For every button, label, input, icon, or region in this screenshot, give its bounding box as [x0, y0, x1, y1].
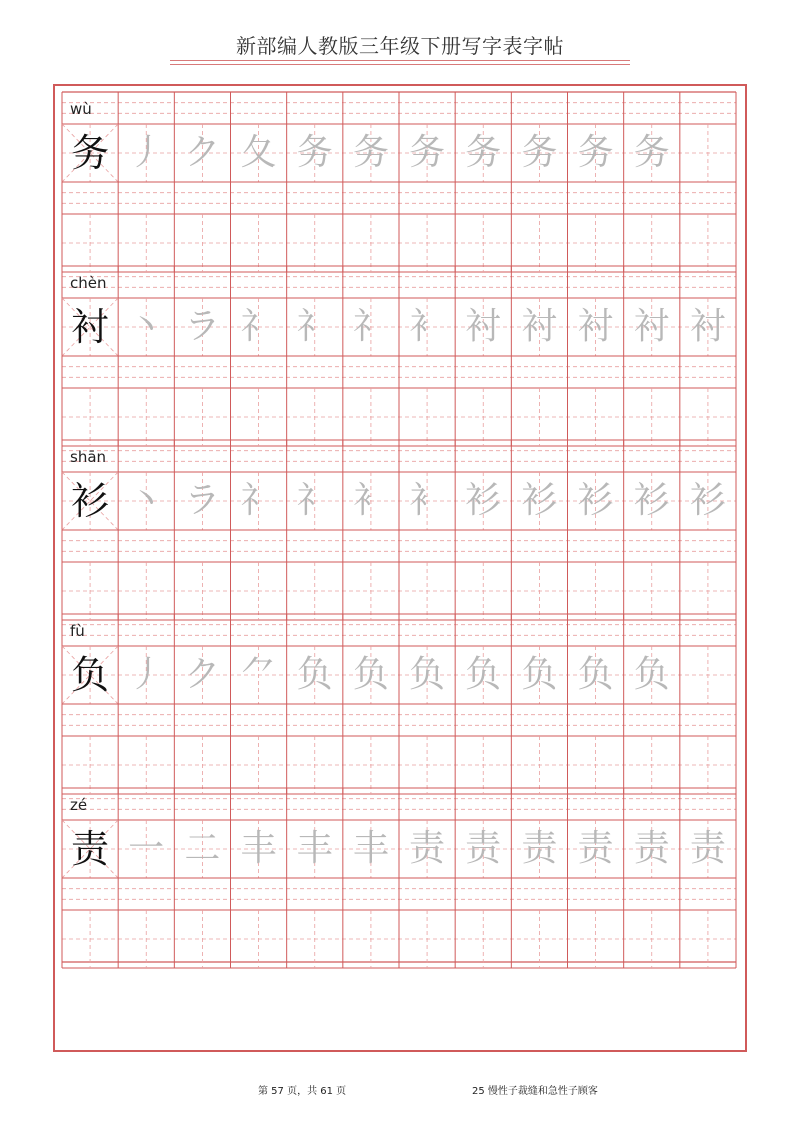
stroke-step: 丶 — [128, 480, 165, 521]
model-character: 衬 — [70, 305, 109, 349]
stroke-step: 衤 — [352, 480, 389, 521]
stroke-step: 一 — [128, 828, 165, 869]
stroke-step: 衬 — [633, 306, 670, 347]
stroke-step: 务 — [408, 132, 445, 173]
stroke-step: ク — [184, 132, 221, 173]
stroke-step: 丰 — [240, 828, 277, 869]
stroke-step: ク — [184, 654, 221, 695]
stroke-step: 礻 — [296, 480, 333, 521]
lesson-title: 25 慢性子裁缝和急性子顾客 — [472, 1086, 598, 1097]
pinyin-label: shān — [70, 448, 107, 466]
stroke-step: 衫 — [689, 480, 726, 521]
stroke-step: 务 — [352, 132, 389, 173]
stroke-step: 夂 — [240, 132, 277, 173]
stroke-step: 责 — [633, 828, 670, 869]
stroke-step: 负 — [352, 654, 389, 695]
stroke-step: 衤 — [408, 306, 445, 347]
stroke-step: 衬 — [577, 306, 614, 347]
stroke-step: 丶 — [128, 306, 165, 347]
model-character: 负 — [70, 653, 109, 697]
model-character: 务 — [70, 131, 109, 175]
model-character: 衫 — [70, 479, 109, 523]
stroke-step: 负 — [577, 654, 614, 695]
stroke-step: 责 — [689, 828, 726, 869]
stroke-step: 衬 — [689, 306, 726, 347]
stroke-step: 务 — [521, 132, 558, 173]
pinyin-label: fù — [70, 622, 85, 640]
pinyin-label: zé — [70, 796, 88, 814]
stroke-step: 衫 — [521, 480, 558, 521]
stroke-step: 礻 — [296, 306, 333, 347]
stroke-step: 丰 — [352, 828, 389, 869]
stroke-step: 丿 — [128, 132, 165, 173]
stroke-step: 责 — [577, 828, 614, 869]
stroke-step: 务 — [465, 132, 502, 173]
stroke-step: 衬 — [465, 306, 502, 347]
stroke-step: 责 — [465, 828, 502, 869]
stroke-step: 责 — [408, 828, 445, 869]
stroke-step: 负 — [465, 654, 502, 695]
model-character: 责 — [70, 827, 109, 871]
page-title: 新部编人教版三年级下册写字表字帖 — [236, 34, 564, 58]
pinyin-label: wù — [70, 100, 92, 118]
stroke-step: 丰 — [296, 828, 333, 869]
stroke-step: 衬 — [521, 306, 558, 347]
stroke-step: 衫 — [633, 480, 670, 521]
stroke-step: 礻 — [352, 306, 389, 347]
stroke-step: 务 — [577, 132, 614, 173]
stroke-step: 衤 — [408, 480, 445, 521]
page-number: 第 57 页，共 61 页 — [258, 1086, 347, 1097]
stroke-step: 负 — [633, 654, 670, 695]
stroke-step: ⺈ — [240, 654, 277, 695]
pinyin-label: chèn — [70, 274, 107, 292]
stroke-step: 礻 — [240, 306, 277, 347]
stroke-step: 务 — [296, 132, 333, 173]
stroke-step: 负 — [521, 654, 558, 695]
stroke-step: 二 — [184, 828, 221, 869]
stroke-step: 务 — [633, 132, 670, 173]
stroke-step: ラ — [184, 306, 221, 347]
stroke-step: 负 — [296, 654, 333, 695]
stroke-step: 负 — [408, 654, 445, 695]
stroke-step: 衫 — [465, 480, 502, 521]
stroke-step: 责 — [521, 828, 558, 869]
stroke-step: 衫 — [577, 480, 614, 521]
stroke-step: 丿 — [128, 654, 165, 695]
stroke-step: ラ — [184, 480, 221, 521]
stroke-step: 礻 — [240, 480, 277, 521]
